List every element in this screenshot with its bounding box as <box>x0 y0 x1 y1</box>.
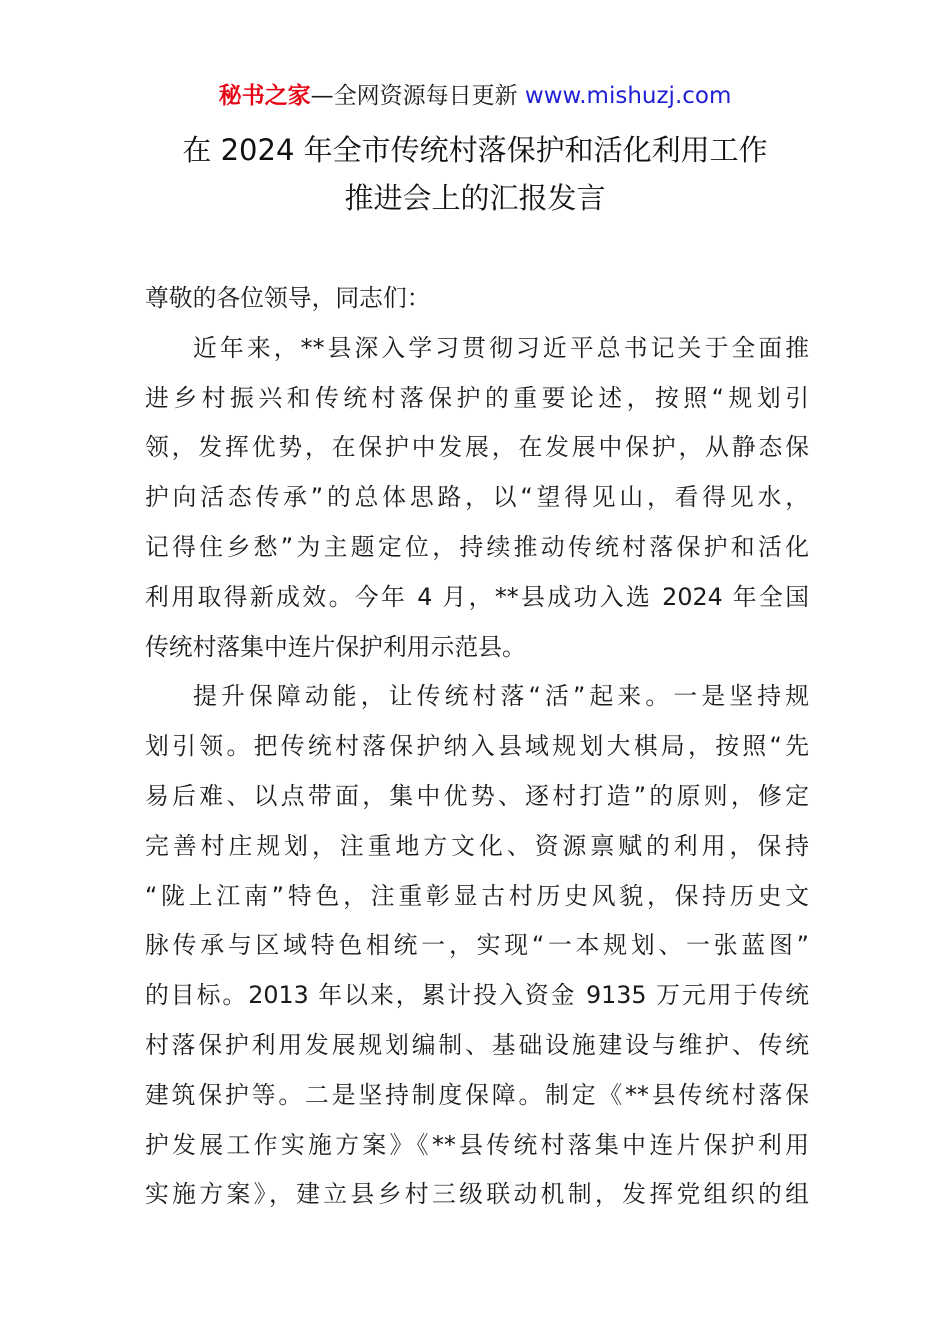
body-line: 完善村庄规划，注重地方文化、资源禀赋的利用，保持 <box>145 831 809 860</box>
body-line: 划引领。把传统村落保护纳入县域规划大棋局，按照“先 <box>145 732 809 761</box>
body-line: 脉传承与区域特色相统一，实现“一本规划、一张蓝图” <box>145 931 809 960</box>
body-line: 村落保护利用发展规划编制、基础设施建设与维护、传统 <box>145 1030 809 1059</box>
body-line: 利用取得新成效。今年 4 月，**县成功入选 2024 年全国 <box>145 582 809 611</box>
body-line: “陇上江南”特色，注重彰显古村历史风貌，保持历史文 <box>145 881 809 910</box>
title-line-2: 推进会上的汇报发言 <box>344 181 606 215</box>
document-title <box>0 126 950 222</box>
body-line: 近年来，**县深入学习贯彻习近平总书记关于全面推 <box>193 333 809 362</box>
body-line: 进乡村振兴和传统村落保护的重要论述，按照“规划引 <box>145 383 809 412</box>
body-line: 建筑保护等。二是坚持制度保障。制定《**县传统村落保 <box>145 1080 809 1109</box>
body-line: 领，发挥优势，在保护中发展，在发展中保护，从静态保 <box>145 433 809 462</box>
body-line: 记得住乡愁”为主题定位，持续推动传统村落保护和活化 <box>145 532 809 561</box>
body-line: 传统村落集中连片保护利用示范县。 <box>145 632 526 661</box>
document-body <box>145 274 809 1220</box>
body-line: 实施方案》，建立县乡村三级联动机制，发挥党组织的组 <box>145 1180 809 1209</box>
body-line: 提升保障动能，让传统村落“活”起来。一是坚持规 <box>193 682 809 711</box>
salutation: 尊敬的各位领导，同志们： <box>145 284 431 312</box>
site-url-link[interactable]: www.mishuzj.com <box>524 83 732 109</box>
site-header <box>0 80 950 112</box>
body-line: 易后难、以点带面，集中优势、逐村打造”的原则，修定 <box>145 781 809 810</box>
brand-name: 秘书之家 <box>218 83 311 109</box>
body-line: 护向活态传承”的总体思路，以“望得见山，看得见水， <box>145 483 809 512</box>
title-line-1: 在 2024 年全市传统村落保护和活化利用工作 <box>182 133 768 167</box>
body-line: 的目标。2013 年以来，累计投入资金 9135 万元用于传统 <box>145 981 809 1010</box>
body-line: 护发展工作实施方案》《**县传统村落集中连片保护利用 <box>145 1130 809 1159</box>
header-tagline: —全网资源每日更新 <box>310 83 525 109</box>
